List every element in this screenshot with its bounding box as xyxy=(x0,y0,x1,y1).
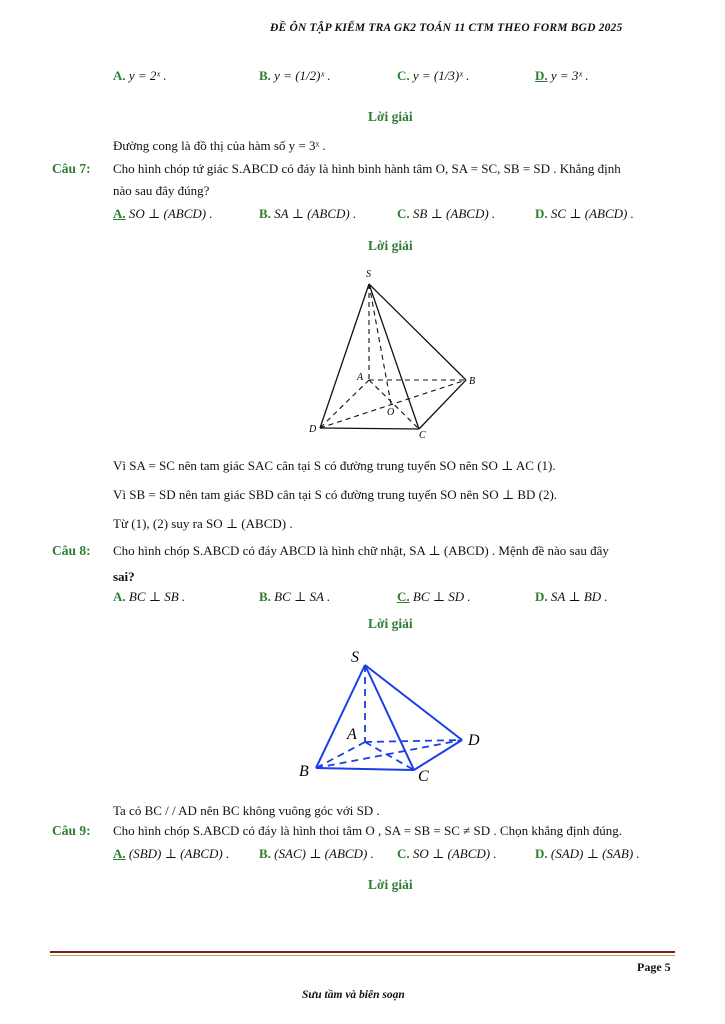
footer-rule xyxy=(50,951,675,953)
label-a: A xyxy=(347,726,357,743)
prev-option-a: A. y = 2ˣ . xyxy=(113,68,167,83)
q8-text-line1: Cho hình chóp S.ABCD có đáy ABCD là hình chữ nhật, SA ⊥ (ABCD) . Mệnh đề nào sau đây xyxy=(113,543,609,558)
label-s: S xyxy=(366,269,371,280)
q7-option-c: C. SB ⊥ (ABCD) . xyxy=(397,206,496,221)
edge-ad xyxy=(320,380,369,428)
q8-option-b: B. BC ⊥ SA . xyxy=(259,589,331,604)
q8-pyramid-figure xyxy=(290,640,500,790)
edge-sd xyxy=(365,665,462,740)
q7-text-line2: nào sau đây đúng? xyxy=(113,183,210,198)
prev-solution-title: Lời giải xyxy=(368,109,413,124)
label-s: S xyxy=(351,649,359,666)
label-b: B xyxy=(469,376,476,387)
label-b: B xyxy=(299,763,309,780)
label-c: C xyxy=(419,430,426,441)
q8-text-line2: sai? xyxy=(113,569,135,584)
q7-pyramid-figure xyxy=(300,262,490,442)
q7-option-a: A. SO ⊥ (ABCD) . xyxy=(113,206,213,221)
q7-option-b: B. SA ⊥ (ABCD) . xyxy=(259,206,357,221)
q7-text-line1: Cho hình chóp tứ giác S.ABCD có đáy là hình bình hành tâm O, SA = SC, SB = SD . Khẳng định xyxy=(113,161,621,176)
q9-option-d: D. (SAD) ⊥ (SAB) . xyxy=(535,846,640,861)
q9-label: Câu 9: xyxy=(52,823,91,838)
page-header-title: ĐỀ ÔN TẬP KIỂM TRA GK2 TOÁN 11 CTM THEO FORM BGD 2025 xyxy=(270,22,623,34)
diag-ac xyxy=(369,380,419,429)
footer-note: Sưu tầm và biên soạn xyxy=(302,989,405,1001)
edge-ad xyxy=(365,740,462,742)
edge-sd xyxy=(320,284,369,428)
q8-option-c: C. BC ⊥ SD . xyxy=(397,589,471,604)
q9-text-line1: Cho hình chóp S.ABCD có đáy là hình thoi tâm O , SA = SB = SC ≠ SD . Chọn khẳng định đúng. xyxy=(113,823,622,838)
diag-bd xyxy=(320,380,466,428)
q8-option-a: A. BC ⊥ SB . xyxy=(113,589,186,604)
label-c: C xyxy=(418,768,429,785)
q8-label: Câu 8: xyxy=(52,543,91,558)
prev-option-c: C. y = (1/3)ˣ . xyxy=(397,68,470,83)
q7-solution-line1: Vì SA = SC nên tam giác SAC cân tại S có đường trung tuyến SO nên SO ⊥ AC (1). xyxy=(113,458,556,473)
q9-option-b: B. (SAC) ⊥ (ABCD) . xyxy=(259,846,374,861)
prev-solution-text: Đường cong là đồ thị của hàm số y = 3ˣ . xyxy=(113,138,326,153)
footer-rule-accent xyxy=(50,955,675,956)
q7-option-d: D. SC ⊥ (ABCD) . xyxy=(535,206,634,221)
prev-option-d: D. y = 3ˣ . xyxy=(535,68,589,83)
edge-dc xyxy=(320,428,419,429)
q8-option-d: D. SA ⊥ BD . xyxy=(535,589,608,604)
q8-solution-title: Lời giải xyxy=(368,616,413,631)
prev-option-b: B. y = (1/2)ˣ . xyxy=(259,68,331,83)
page-number: Page 5 xyxy=(637,960,671,974)
label-d: D xyxy=(309,424,317,435)
label-d: D xyxy=(468,732,480,749)
label-o: O xyxy=(387,407,395,418)
q9-option-a: A. (SBD) ⊥ (ABCD) . xyxy=(113,846,230,861)
q7-solution-title: Lời giải xyxy=(368,238,413,253)
edge-sb xyxy=(316,665,365,768)
q9-option-c: C. SO ⊥ (ABCD) . xyxy=(397,846,497,861)
q8-solution-text: Ta có BC / / AD nên BC không vuông góc với SD . xyxy=(113,803,380,818)
q7-solution-line2: Vì SB = SD nên tam giác SBD cân tại S có đường trung tuyến SO nên SO ⊥ BD (2). xyxy=(113,487,558,502)
q7-label: Câu 7: xyxy=(52,161,91,176)
edge-bc xyxy=(316,768,414,770)
q9-solution-title: Lời giải xyxy=(368,877,413,892)
q7-solution-line3: Từ (1), (2) suy ra SO ⊥ (ABCD) . xyxy=(113,516,293,531)
label-a: A xyxy=(357,372,364,383)
